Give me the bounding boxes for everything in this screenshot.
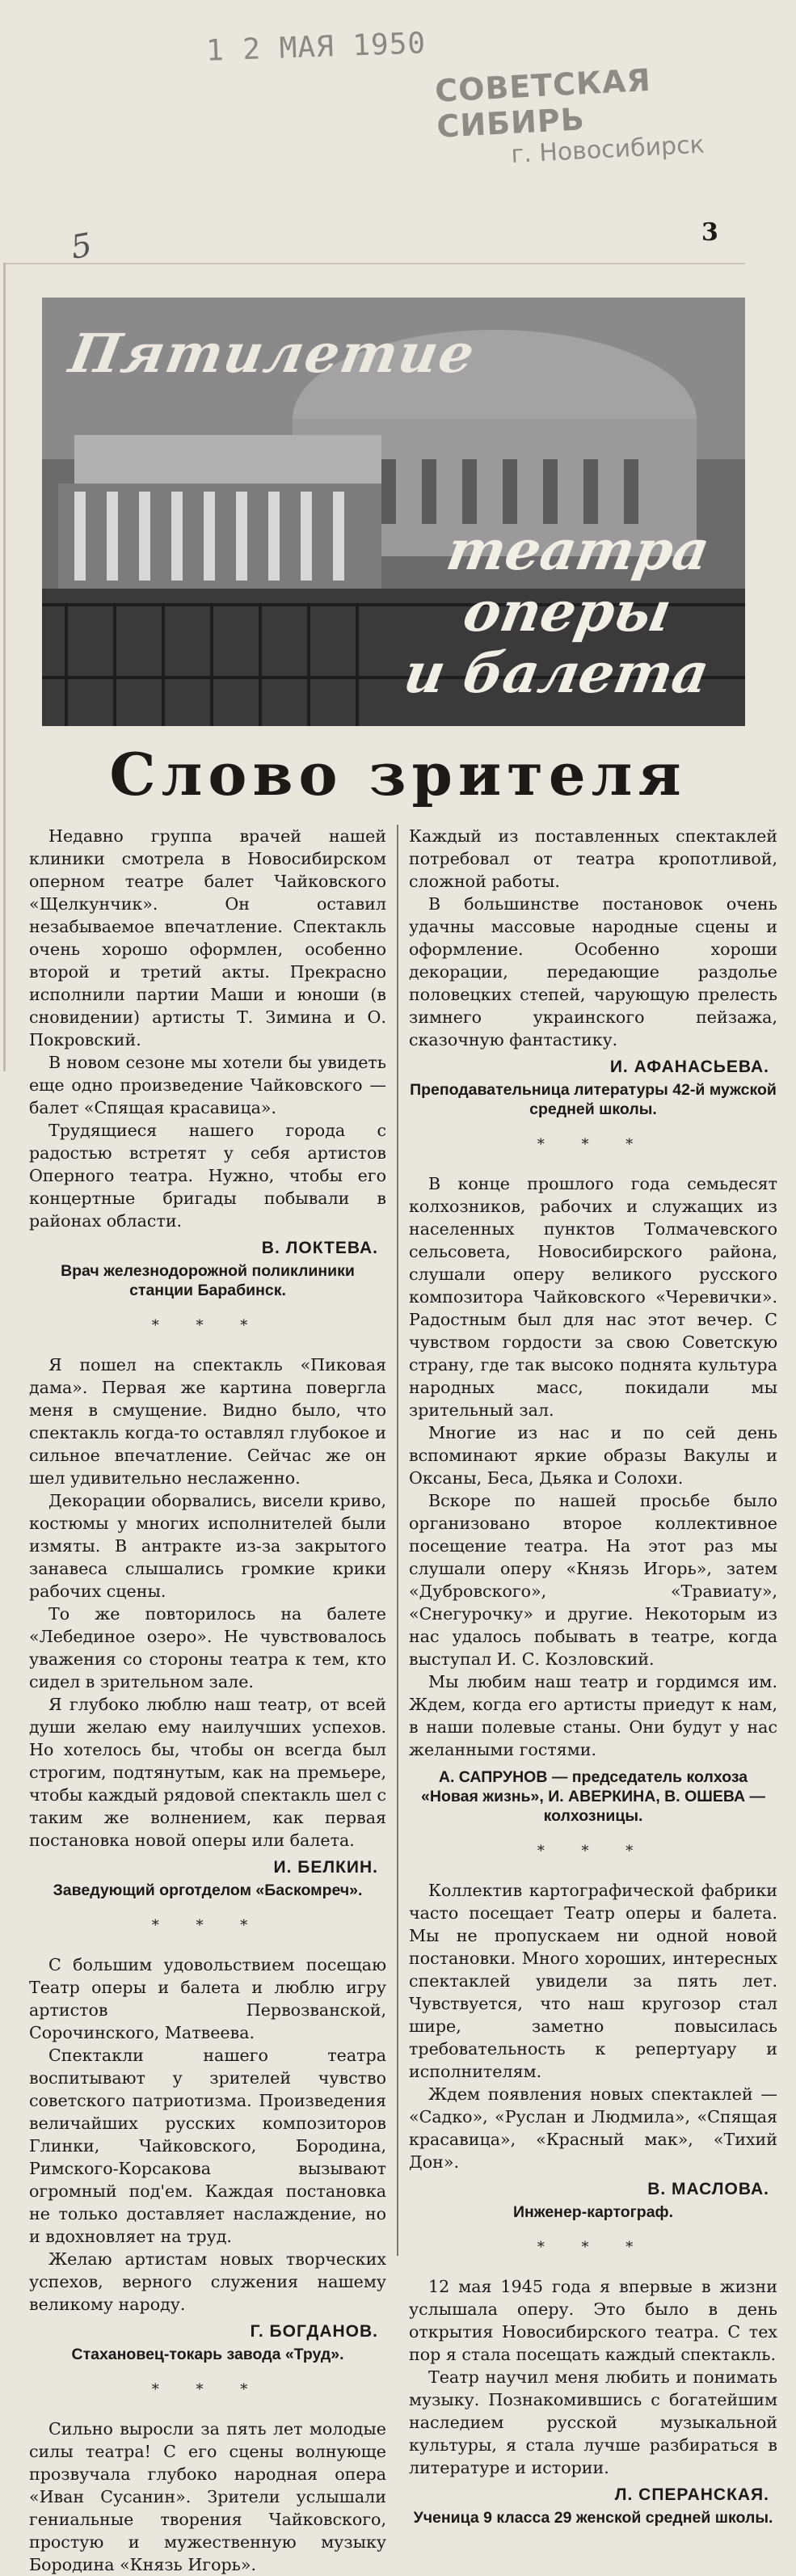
paragraph: В новом сезоне мы хотели бы увидеть еще одно произведение Чайковского — балет «Спящая красавица». xyxy=(29,1053,386,1117)
paragraph: Вскоре по нашей просьбе было организовано второе коллективное посещение театра. На этот раз мы слушали оперу «Князь Игорь», затем «Дубровского», «Травиату», «Снегурочку» и другие. Некоторым из нас удалось побывать в театре, когда выступал И. С. Козловский. xyxy=(409,1491,777,1669)
paragraph: Декорации оборвались, висели криво, костюмы у многих исполнителей были измяты. В антракте из-за закрытого занавеса слышались громкие крики рабочих сцены. xyxy=(29,1491,386,1601)
author-position: Врач железнодорожной поликлиники станции Барабинск. xyxy=(61,1262,355,1299)
paragraph: С большим удовольствием посещаю Театр оперы и балета и люблю игру артистов Первозванской, Сорочинского, Матвеева. xyxy=(29,1955,386,2042)
page-number: 3 xyxy=(701,218,718,247)
section-separator: * * * xyxy=(537,1843,650,1860)
paragraph: То же повторилось на балете «Лебединое озеро». Не чувствовалось уважения со стороны театра к тем, кто сидел в зрительном зале. xyxy=(29,1604,386,1691)
section-separator: * * * xyxy=(151,2381,264,2398)
paragraph: 12 мая 1945 года я впервые в жизни услышала оперу. Это было в день открытия Новосибирского театра. С тех пор я стала посещать каждый спектакль. xyxy=(409,2277,777,2364)
paragraph: Многие из нас и по сей день вспоминают яркие образы Вакулы и Оксаны, Беса, Дьяка и Солохи. xyxy=(409,1423,777,1488)
paragraph: В конце прошлого года семьдесят колхозников, рабочих и служащих из населенных пунктов Толмачевского сельсовета, Новосибирского района, слушали оперу великого русского композитора Чайковского «Черевички». Радостным был для нас этот вечер. С чувством гордости за свою Советскую страну, где так высоко поднята культура народных масс, покидали мы зрительный зал. xyxy=(409,1174,777,1420)
stamp-city: г. Новосибирск xyxy=(510,130,705,169)
paragraph: Трудящиеся нашего города с радостью встретят у себя артистов Оперного театра. Нужно, чтобы его концертные бригады побывали в районах области. xyxy=(29,1121,386,1231)
paragraph: Коллектив картографической фабрики часто посещает Театр оперы и балета. Мы не пропускаем ни одной новой постановки. Много хороших, интересных спектаклей увидели за пять лет. Чувствуется, что наш кругозор стал шире, заметно повысилась требовательность к репертуару и исполнителям. xyxy=(409,1881,777,2081)
banner-title-line4: и балета xyxy=(398,641,714,706)
clipping-left-edge xyxy=(3,263,6,1071)
pencil-mark: 5 xyxy=(68,226,95,267)
banner-title-lines xyxy=(377,520,745,704)
paragraph: Я глубоко люблю наш театр, от всей души желаю ему наилучших успехов. Но хотелось бы, чтобы он всегда был строгим, подтянутым, как на премьере, чтобы каждый рядовой спектакль шел с таким же волнением, как первая постановка новой оперы или балета. xyxy=(29,1695,386,1850)
author-position: Инженер-картограф. xyxy=(512,2203,674,2221)
theatre-photo-banner xyxy=(42,298,745,726)
section-separator: * * * xyxy=(537,2239,650,2256)
letter-author: Л. СПЕРАНСКАЯ. xyxy=(614,2485,769,2504)
banner-title-line2: театра xyxy=(441,518,714,583)
column-divider xyxy=(397,825,398,2256)
paragraph: Мы любим наш театр и гордимся им. Ждем, когда его артисты приедут к нам, в наши полевые станы. Они будут у нас желанными гостями. xyxy=(409,1672,777,1759)
letter-author: И. БЕЛКИН. xyxy=(273,1858,378,1877)
section-separator: * * * xyxy=(151,1917,264,1934)
newspaper-stamp xyxy=(434,56,770,170)
letter-author: В. МАСЛОВА. xyxy=(647,2180,769,2198)
section-separator: * * * xyxy=(151,1317,264,1334)
letter-author: И. АФАНАСЬЕВА. xyxy=(609,1058,769,1076)
date-stamp: 1 2 МАЯ 1950 xyxy=(205,27,427,68)
author-position: Стахановец-токарь завода «Труд». xyxy=(71,2346,344,2363)
author-position: Ученица 9 класса 29 женской средней школы. xyxy=(413,2509,773,2527)
paragraph: Сильно выросли за пять лет молодые силы театра! С его сцены волнующе прозвучала глубоко народная опера «Иван Сусанин». Зрители услышали гениальные творения Чайковского, простую и мужественную музыку Бородина «Князь Игорь». xyxy=(29,2419,386,2574)
paragraph: Театр научил меня любить и понимать музыку. Познакомившись с богатейшим наследием русской музыкальной культуры, я стала лучше разбираться в литературе и истории. xyxy=(409,2367,777,2477)
paragraph: Ждем появления новых спектаклей — «Садко», «Руслан и Людмила», «Спящая красавица», «Красный мак», «Тихий Дон». xyxy=(409,2084,777,2172)
paragraph: Спектакли нашего театра воспитывают у зрителей чувство советского патриотизма. Произведения величайших русских композиторов Глинки, Чайковского, Бородина, Римского-Корсакова вызывают огромный под'ем. Каждая постановка не только доставляет наслаждение, но и вдохновляет на труд. xyxy=(29,2046,386,2246)
paragraph: Недавно группа врачей нашей клиники смотрела в Новосибирском оперном театре балет Чайковского «Щелкунчик». Он оставил незабываемое впечатление. Спектакль очень хорошо оформлен, особенно второй и третий акты. Прекрасно исполнили партии Маши и юноши (в сновидении) артисты Т. Зимина и О. Покровский. xyxy=(29,826,386,1049)
letter-author: В. ЛОКТЕВА. xyxy=(261,1239,378,1257)
right-column xyxy=(409,825,777,2527)
headline: Слово зрителя xyxy=(109,740,687,809)
left-column xyxy=(29,825,386,2576)
letter-authors: А. САПРУНОВ — председатель колхоза «Новая жизнь», И. АВЕРКИНА, В. ОШЕВА — колхозницы. xyxy=(421,1768,765,1825)
banner-title-line3: оперы xyxy=(458,580,676,644)
paragraph: Я пошел на спектакль «Пиковая дама». Первая же картина повергла меня в смущение. Видно было, что спектакль когда-то оставлял глубокое и сильное впечатление. Сейчас же он шел удивительно неслаженно. xyxy=(29,1355,386,1488)
banner-title-line1: Пятилетие xyxy=(65,322,481,385)
paragraph: В большинстве постановок очень удачны массовые народные сцены и оформление. Особенно хороши декорации, передающие раздолье половецких степей, чарующую прелесть зимнего украинского пейзажа, сказочную фантастику. xyxy=(409,894,777,1049)
section-separator: * * * xyxy=(537,1136,650,1153)
paragraph: Желаю артистам новых творческих успехов, верного служения нашему великому народу. xyxy=(29,2249,386,2314)
stamp-newspaper: СОВЕТСКАЯ СИБИРЬ xyxy=(434,61,652,145)
paragraph: Каждый из поставленных спектаклей потребовал от театра кропотливой, сложной работы. xyxy=(409,826,777,891)
author-position: Преподавательница литературы 42-й мужской средней школы. xyxy=(410,1081,777,1118)
letter-author: Г. БОГДАНОВ. xyxy=(250,2322,378,2341)
author-position: Заведующий орготделом «Баскомреч». xyxy=(53,1881,363,1899)
